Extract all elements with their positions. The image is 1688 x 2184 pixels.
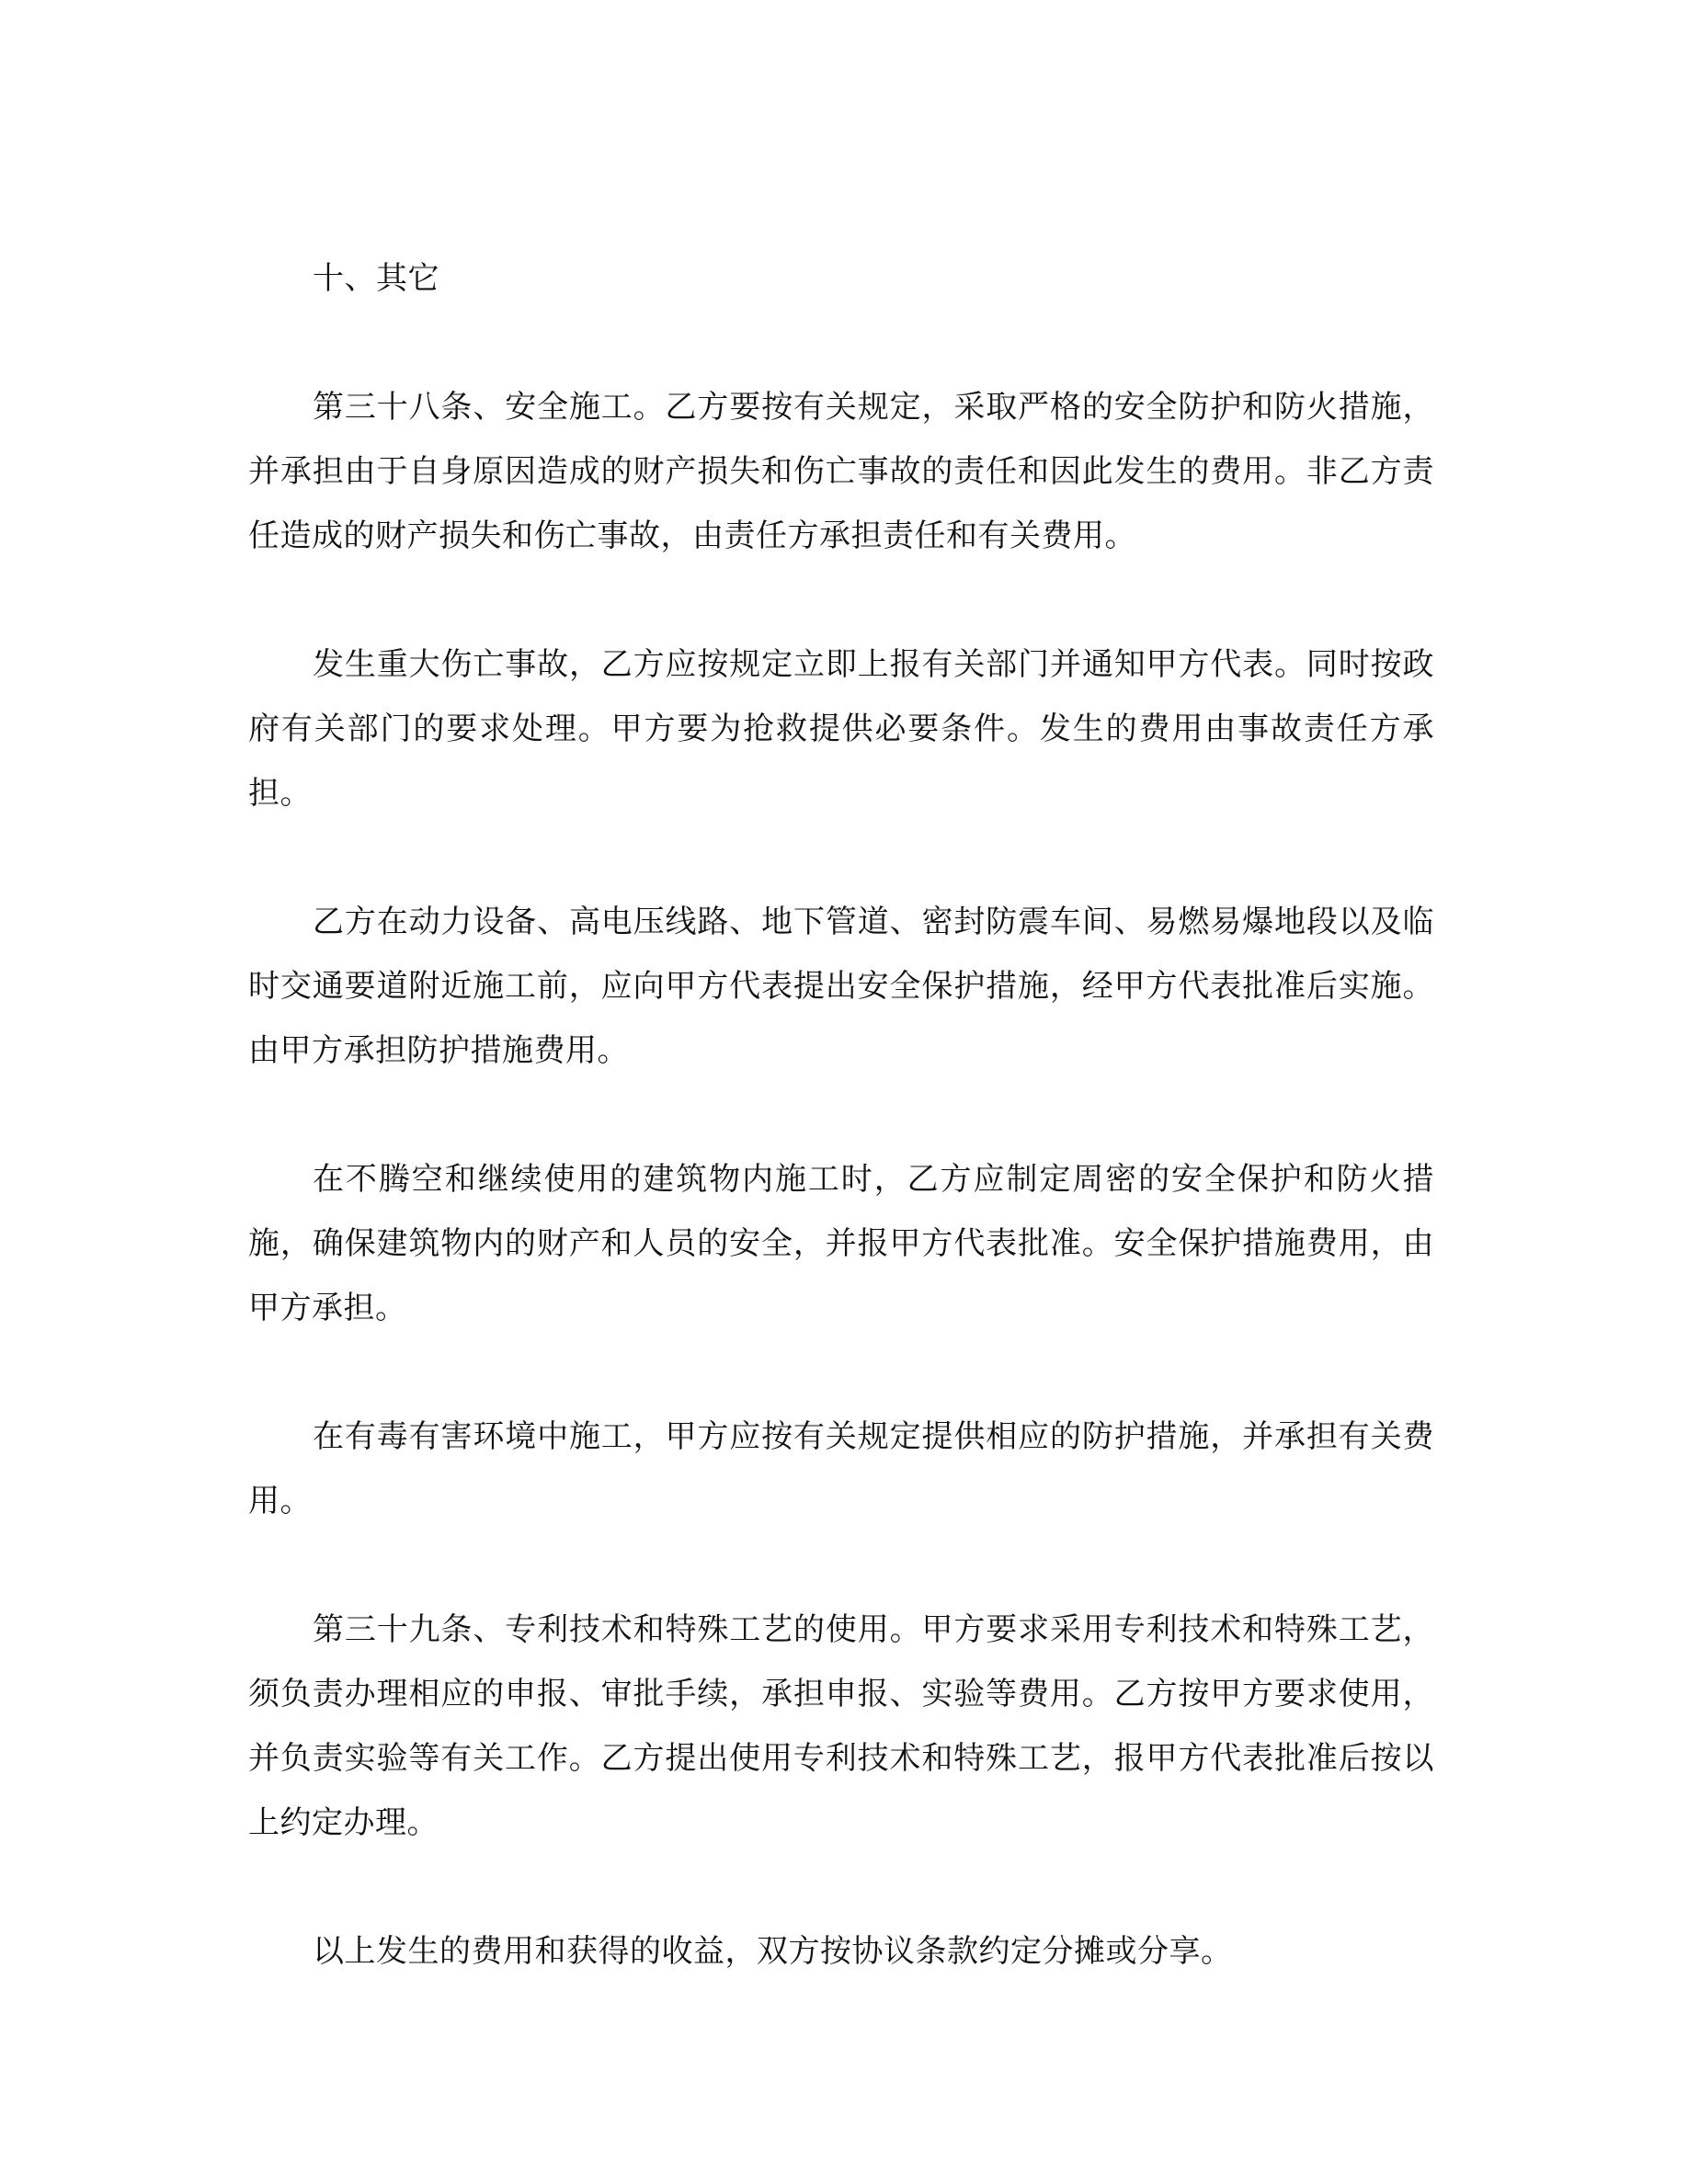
paragraph-article-38-safety: 第三十八条、安全施工。乙方要按有关规定，采取严格的安全防护和防火措施，并承担由于自身原因造成的财产损失和伤亡事故的责任和因此发生的费用。非乙方责任造成的财产损失和伤亡事故，由责任方承担责任和有关费用。: [248, 389, 1434, 554]
paragraph-article-39-patents: 第三十九条、专利技术和特殊工艺的使用。甲方要求采用专利技术和特殊工艺，须负责办理相应的申报、审批手续，承担申报、实验等费用。乙方按甲方要求使用，并负责实验等有关工作。乙方提出使用专利技术和特殊工艺，报甲方代表批准后按以上约定办理。: [248, 1611, 1434, 1841]
paragraph-cost-sharing: 以上发生的费用和获得的收益，双方按协议条款约定分摊或分享。: [313, 1933, 1233, 1970]
section-title: 十、其它: [313, 260, 439, 297]
paragraph-major-accident: 发生重大伤亡事故，乙方应按规定立即上报有关部门并通知甲方代表。同时按政府有关部门的要求处理。甲方要为抢救提供必要条件。发生的费用由事故责任方承担。: [248, 646, 1434, 812]
paragraph-toxic-environment: 在有毒有害环境中施工，甲方应按有关规定提供相应的防护措施，并承担有关费用。: [248, 1418, 1434, 1519]
document-body: [248, 246, 1434, 2048]
paragraph-occupied-building: 在不腾空和继续使用的建筑物内施工时，乙方应制定周密的安全保护和防火措施，确保建筑物内的财产和人员的安全，并报甲方代表批准。安全保护措施费用，由甲方承担。: [248, 1161, 1434, 1326]
paragraph-hazardous-area-protection: 乙方在动力设备、高电压线路、地下管道、密封防震车间、易燃易爆地段以及临时交通要道附近施工前，应向甲方代表提出安全保护措施，经甲方代表批准后实施。由甲方承担防护措施费用。: [248, 904, 1434, 1069]
